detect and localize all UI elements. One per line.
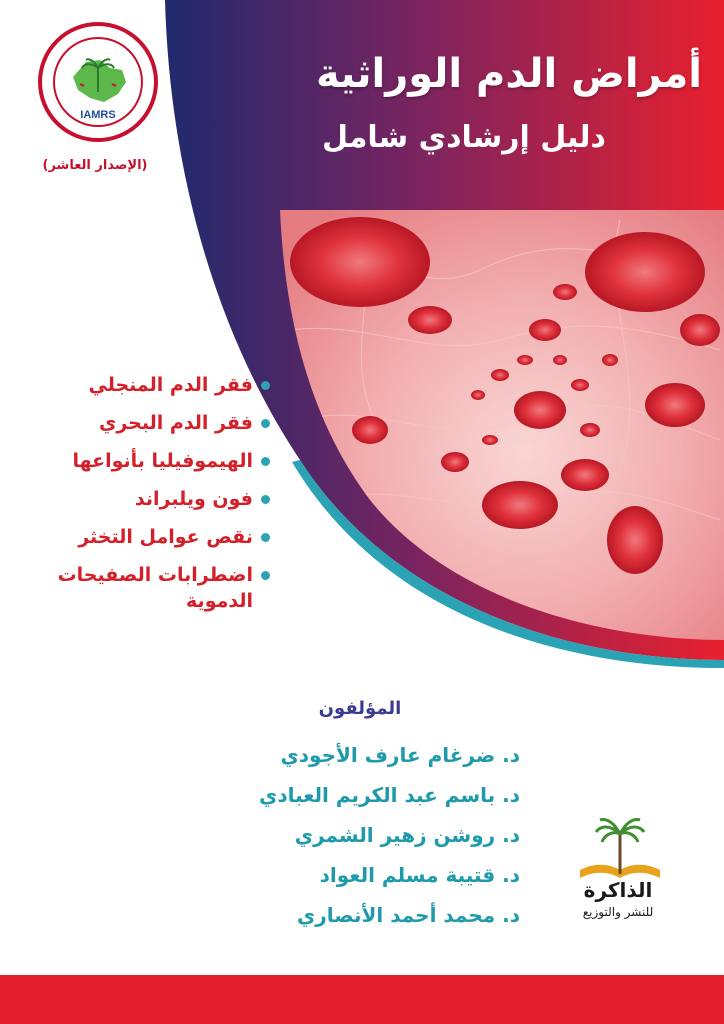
bullet-icon — [261, 419, 270, 428]
publisher-name: الذاكرة — [583, 878, 653, 902]
bullet-icon — [261, 457, 270, 466]
authors-list — [210, 735, 520, 935]
svg-text:IAMRS: IAMRS — [80, 109, 116, 121]
iamrs-logo — [38, 22, 158, 142]
author-name: د. باسم عبد الكريم العبادي — [258, 783, 520, 807]
blood-cells-illustration — [280, 210, 724, 650]
topic-item: فون ويلبراند — [30, 486, 270, 512]
bottom-red-bar — [0, 975, 724, 1024]
topic-item: الهيموفيليا بأنواعها — [30, 448, 270, 474]
topics-list — [30, 372, 270, 626]
book-subtitle: دليل إرشادي شامل — [322, 120, 606, 155]
author-name: د. ضرغام عارف الأجودي — [280, 743, 520, 767]
topic-item: فقر الدم المنجلي — [30, 372, 270, 398]
author-name: د. محمد أحمد الأنصاري — [296, 903, 520, 927]
authors-heading: المؤلفون — [318, 698, 402, 719]
author-name: د. روشن زهير الشمري — [294, 823, 520, 847]
publisher-tagline: للنشر والتوزيع — [582, 905, 654, 919]
bullet-icon — [261, 495, 270, 504]
author-name: د. قتيبة مسلم العواد — [319, 863, 520, 887]
bullet-icon — [261, 381, 270, 390]
topic-item: اضطرابات الصفيحات الدموية — [30, 562, 270, 614]
bullet-icon — [261, 571, 270, 580]
bullet-icon — [261, 533, 270, 542]
book-title: أمراض الدم الوراثية — [315, 51, 702, 97]
topic-item: نقص عوامل التخثر — [30, 524, 270, 550]
edition-label: (الإصدار العاشر) — [42, 158, 148, 173]
topic-item: فقر الدم البحري — [30, 410, 270, 436]
